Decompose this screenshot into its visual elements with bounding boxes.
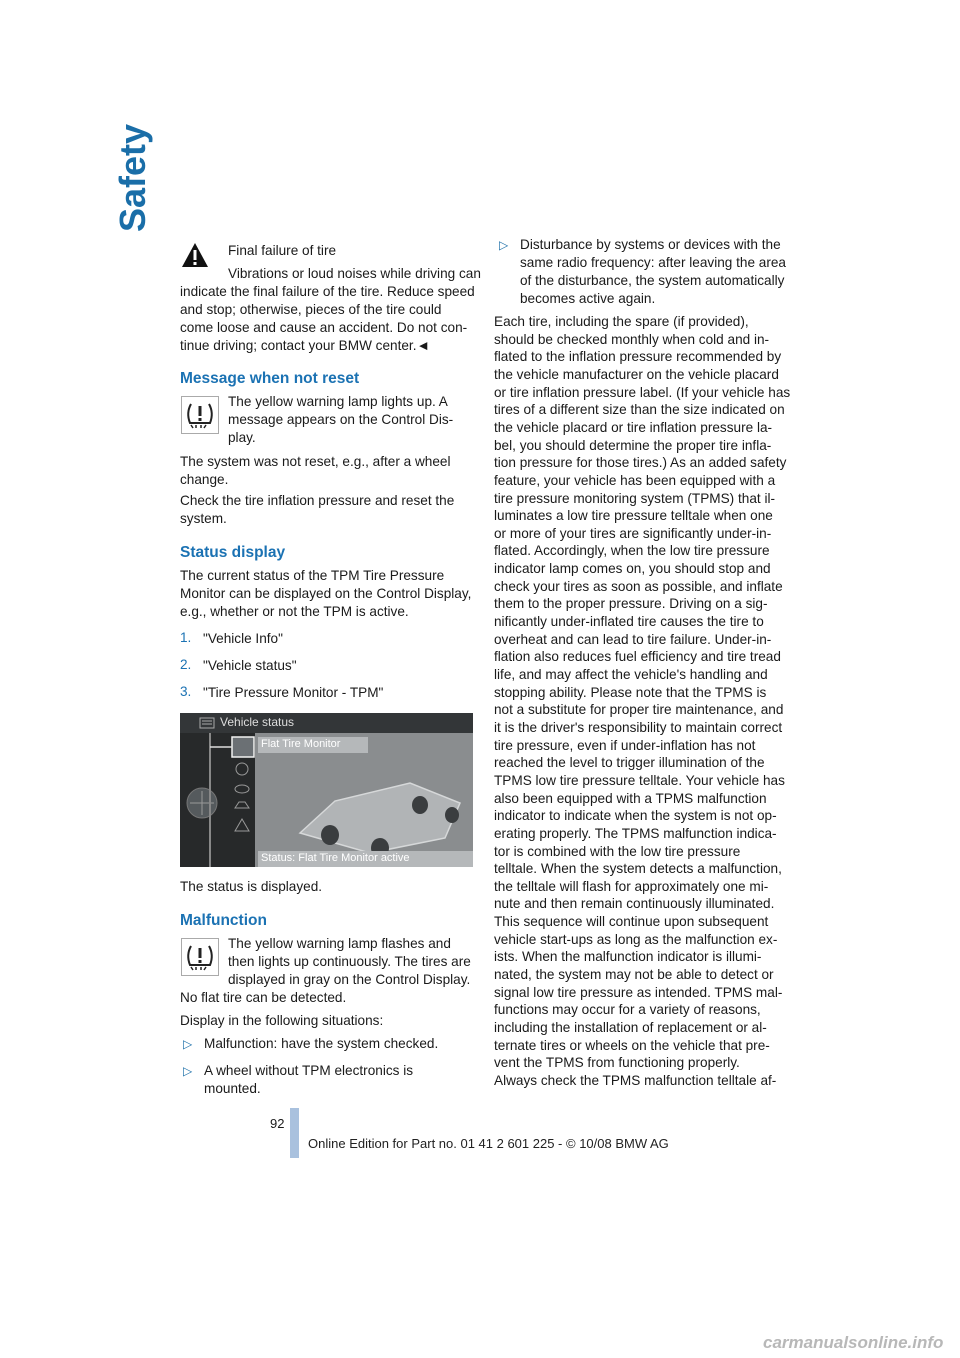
body-text-line: change. [180, 472, 229, 487]
paragraph-line: check your tires as soon as possible, and inflate [494, 578, 783, 594]
paragraph-line: ists. When the malfunction indicator is illumi- [494, 949, 762, 965]
control-display-screenshot [180, 713, 473, 867]
paragraph-line: tires of a different size than the size indicated on [494, 402, 785, 418]
paragraph-line: flation also reduces fuel efficiency and tire tread [494, 649, 781, 665]
paragraph-line: them to the proper pressure. Driving on a sig- [494, 596, 768, 612]
paragraph-line: bel, you should determine the proper tire infla- [494, 437, 772, 453]
body-text-line: Monitor can be displayed on the Control Display, [180, 586, 472, 601]
paragraph-line: life, and may affect the vehicle's handling and [494, 667, 768, 682]
paragraph-line: the vehicle manufacturer on the vehicle placard [494, 366, 779, 382]
tire-pressure-warning-lamp-icon [181, 396, 219, 434]
bullet-text: mounted. [204, 1081, 261, 1096]
step-text: "Tire Pressure Monitor - TPM" [203, 685, 384, 700]
paragraph-line: nated, the system may not be able to detect or [494, 967, 774, 983]
lamp-text-line: then lights up continuously. The tires are [228, 954, 471, 969]
lamp-text-line: play. [228, 430, 256, 445]
paragraph-line: including the installation of replacement or al- [494, 1020, 767, 1035]
warning-text-line: indicate the final failure of the tire. Reduce speed [180, 284, 475, 299]
paragraph-line: not a substitute for proper tire maintenance, and [494, 702, 784, 718]
paragraph-line: overheat and can lead to tire failure. Under-in- [494, 631, 772, 647]
paragraph-line: or tire inflation pressure label. (If your vehicle has [494, 384, 791, 400]
warning-text-line: tinue driving; contact your BMW center.◄ [180, 338, 430, 353]
screen-menu-item-flat-tire-monitor: Flat Tire Monitor [261, 738, 341, 750]
screen-title: Vehicle status [220, 715, 295, 729]
warning-text-line: and stop; otherwise, pieces of the tire could [180, 302, 442, 317]
paragraph-line: This sequence will continue upon subsequent [494, 914, 769, 930]
paragraph-line: tire pressure monitoring system (TPMS) that il- [494, 490, 776, 506]
screen-status-text: Status: Flat Tire Monitor active [261, 852, 410, 864]
bullet-text: Malfunction: have the system checked. [204, 1036, 439, 1051]
body-text-line: The current status of the TPM Tire Pressure [180, 568, 445, 583]
paragraph-line: Always check the TPMS malfunction telltale af- [494, 1072, 777, 1088]
control-display-graphic [180, 713, 473, 867]
warning-title: Final failure of tire [228, 243, 337, 258]
lamp-text-line: displayed in gray on the Control Display. [228, 972, 471, 987]
paragraph-line: or more of your tires are significantly under-in- [494, 525, 772, 541]
bullet-text: same radio frequency: after leaving the area [520, 255, 786, 270]
step-number: 1. [180, 630, 192, 645]
paragraph-line: functions may occur for a variety of reasons, [494, 1002, 761, 1018]
paragraph-line: the vehicle placard or tire inflation pressure la- [494, 419, 773, 435]
body-text-line: system. [180, 511, 227, 526]
paragraph-line: tion pressure for those tires.) As an added safety [494, 455, 787, 471]
paragraph-line: also been equipped with a TPMS malfunction [494, 790, 767, 806]
warning-text-line: come loose and cause an accident. Do not con- [180, 320, 468, 335]
tire-pressure-warning-lamp-icon [181, 938, 219, 976]
section-heading-status-display: Status display [180, 544, 286, 561]
paragraph-line: nificantly under-inflated tire causes the tire to [494, 614, 764, 630]
paragraph-line: the telltale will flash for approximately one mi- [494, 878, 769, 894]
edition-footer: Online Edition for Part no. 01 41 2 601 225 - © 10/08 BMW AG [308, 1136, 669, 1151]
step-number: 2. [180, 657, 192, 672]
figure-caption: The status is displayed. [180, 879, 323, 894]
step-number: 3. [180, 684, 192, 699]
bullet-text: A wheel without TPM electronics is [204, 1063, 414, 1078]
paragraph-line: signal low tire pressure as intended. TPMS mal- [494, 984, 783, 1000]
step-text: "Vehicle status" [203, 658, 297, 673]
paragraph-line: indicator to indicate when the system is not op- [494, 808, 777, 824]
body-text-line: Check the tire inflation pressure and reset the [180, 493, 455, 508]
paragraph-line: flated to the inflation pressure recommended by [494, 349, 782, 365]
section-side-label: Safety [112, 123, 153, 232]
paragraph-line: erating properly. The TPMS malfunction indica- [494, 825, 777, 841]
paragraph-line: luminates a low tire pressure telltale when one [494, 508, 773, 524]
step-text: "Vehicle Info" [203, 631, 283, 646]
paragraph-line: stopping ability. Please note that the TPMS is [494, 684, 767, 700]
bullet-text: Disturbance by systems or devices with the [520, 237, 781, 252]
paragraph-line: should be checked monthly when cold and in- [494, 331, 770, 347]
paragraph-line: nute and then remain continuously illuminated. [494, 896, 775, 912]
paragraph-line: reached the level to trigger illumination of the [494, 755, 765, 771]
body-text-line: e.g., whether or not the TPM is active. [180, 604, 409, 619]
watermark: carmanualsonline.info [763, 1333, 944, 1352]
bullet-text: becomes active again. [520, 291, 656, 306]
body-text-line: Display in the following situations: [180, 1013, 384, 1028]
lamp-text-line: No flat tire can be detected. [180, 990, 347, 1005]
paragraph-line: indicator lamp comes on, you should stop and [494, 561, 771, 577]
bullet-text: of the disturbance, the system automatically [520, 273, 785, 288]
page-number: 92 [270, 1116, 285, 1131]
paragraph-line: feature, your vehicle has been equipped with a [494, 472, 776, 488]
lamp-text-line: The yellow warning lamp lights up. A [228, 394, 448, 409]
warning-text-line: Vibrations or loud noises while driving can [228, 266, 481, 281]
body-text-line: The system was not reset, e.g., after a wheel [180, 454, 451, 469]
paragraph-line: Each tire, including the spare (if provided), [494, 314, 749, 329]
paragraph-line: tire pressure, even if under-inflation has not [494, 737, 756, 753]
paragraph-line: telltale. When the system detects a malfunction, [494, 861, 782, 877]
paragraph-line: vent the TPMS from functioning properly. [494, 1055, 740, 1071]
lamp-text-line: The yellow warning lamp flashes and [228, 936, 451, 951]
paragraph-line: tor is combined with the low tire pressure [494, 843, 741, 859]
paragraph-line: it is the driver's responsibility to maintain correct [494, 719, 783, 735]
paragraph-line: ternate tires or wheels on the vehicle that pre- [494, 1037, 770, 1053]
bullet-marker: ▷ [183, 1064, 193, 1078]
paragraph-line: flated. Accordingly, when the low tire pressure [494, 543, 770, 559]
lamp-text-line: message appears on the Control Dis- [228, 412, 454, 427]
warning-triangle-icon [181, 242, 209, 268]
footer-accent-bar [290, 1108, 299, 1158]
paragraph-line: TPMS low tire pressure telltale. Your vehicle has [494, 772, 785, 788]
section-heading-not-reset: Message when not reset [180, 370, 360, 387]
paragraph-line: vehicle start-ups as long as the malfunction ex- [494, 931, 778, 947]
section-heading-malfunction: Malfunction [180, 912, 267, 929]
bullet-marker: ▷ [183, 1037, 193, 1051]
bullet-marker: ▷ [499, 238, 509, 252]
